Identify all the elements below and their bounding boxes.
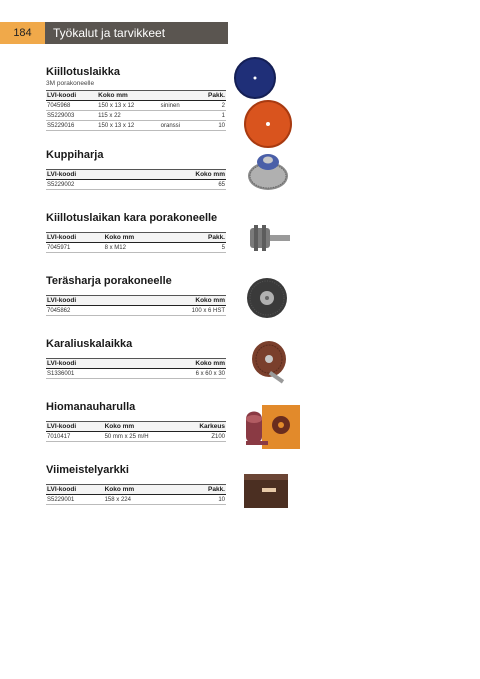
section-title: Hiomanauharulla bbox=[46, 401, 136, 413]
cell: 50 mm x 25 m/H bbox=[104, 432, 180, 442]
col-header: Pakk. bbox=[180, 233, 226, 243]
cell: S5229003 bbox=[46, 111, 97, 121]
section-kuppiharja bbox=[46, 149, 226, 190]
product-table bbox=[46, 295, 226, 316]
cell: 7045968 bbox=[46, 101, 97, 111]
sanding-roll-box-image bbox=[242, 401, 302, 453]
col-header: LVI-koodi bbox=[46, 422, 104, 432]
col-header: Koko mm bbox=[135, 359, 226, 369]
table-row bbox=[46, 121, 226, 131]
cell: 150 x 13 x 12 bbox=[97, 121, 160, 131]
cell: sininen bbox=[160, 101, 195, 111]
col-header: LVI-koodi bbox=[46, 485, 104, 495]
table-row bbox=[46, 101, 226, 111]
cell: 10 bbox=[195, 121, 226, 131]
orange-polishing-disc-image bbox=[243, 99, 293, 149]
page-header bbox=[0, 22, 228, 44]
section-title: Teräsharja porakoneelle bbox=[46, 275, 172, 287]
table-row bbox=[46, 180, 226, 190]
section-hiomanauharulla bbox=[46, 401, 226, 442]
product-table bbox=[46, 169, 226, 190]
col-header: LVI-koodi bbox=[46, 233, 104, 243]
section-title: Kiillotuslaikan kara porakoneelle bbox=[46, 212, 218, 224]
product-table bbox=[46, 232, 226, 253]
product-table bbox=[46, 90, 226, 131]
section-subtitle: 3M porakoneelle bbox=[46, 80, 95, 87]
col-header: Koko mm bbox=[104, 422, 180, 432]
cell: 150 x 13 x 12 bbox=[97, 101, 160, 111]
product-table bbox=[46, 421, 226, 442]
col-header: LVI-koodi bbox=[46, 91, 97, 101]
section-title: Kuppiharja bbox=[46, 149, 104, 161]
col-header: LVI-koodi bbox=[46, 296, 130, 306]
cell: 8 x M12 bbox=[104, 243, 180, 253]
section-title: Viimeistelyarkki bbox=[46, 464, 129, 476]
col-header: Koko mm bbox=[104, 233, 180, 243]
col-header: Koko mm bbox=[104, 485, 180, 495]
cell: 7045971 bbox=[46, 243, 104, 253]
col-header bbox=[160, 91, 195, 101]
cell: S5229016 bbox=[46, 121, 97, 131]
product-table bbox=[46, 358, 226, 379]
finishing-sheet-box-image bbox=[242, 470, 290, 510]
cell: 7010417 bbox=[46, 432, 104, 442]
cell: 2 bbox=[195, 101, 226, 111]
col-header: Koko mm bbox=[130, 296, 226, 306]
blue-polishing-disc-image bbox=[233, 56, 277, 100]
section-viimeistelyarkki bbox=[46, 464, 226, 505]
cell: S5229002 bbox=[46, 180, 135, 190]
wire-wheel-brush-image bbox=[245, 276, 289, 320]
cell: 158 x 224 bbox=[104, 495, 180, 505]
col-header: Koko mm bbox=[135, 170, 226, 180]
col-header: LVI-koodi bbox=[46, 170, 135, 180]
cell: 7045862 bbox=[46, 306, 130, 316]
cell: S1336001 bbox=[46, 369, 135, 379]
mandrel-image bbox=[244, 220, 292, 256]
cell bbox=[160, 111, 195, 121]
cell: 6 x 60 x 30 bbox=[135, 369, 226, 379]
col-header: Koko mm bbox=[97, 91, 160, 101]
cell: 115 x 22 bbox=[97, 111, 160, 121]
section-kiillotuslaikka bbox=[46, 66, 226, 131]
section-title: Kiillotuslaikka bbox=[46, 66, 120, 78]
section-title: Karaliuskalaikka bbox=[46, 338, 133, 350]
cell: 100 x 6 HST bbox=[130, 306, 226, 316]
cell: S5229001 bbox=[46, 495, 104, 505]
page-number: 184 bbox=[0, 22, 45, 44]
col-header: Karkeus bbox=[180, 422, 226, 432]
cell: Z100 bbox=[180, 432, 226, 442]
section-karaliuskalaikka bbox=[46, 338, 226, 379]
cell: 1 bbox=[195, 111, 226, 121]
table-row bbox=[46, 111, 226, 121]
col-header: Pakk. bbox=[195, 91, 226, 101]
col-header: Pakk. bbox=[180, 485, 226, 495]
flap-wheel-image bbox=[249, 337, 293, 389]
table-row bbox=[46, 243, 226, 253]
table-row bbox=[46, 432, 226, 442]
table-row bbox=[46, 306, 226, 316]
table-row bbox=[46, 495, 226, 505]
product-table bbox=[46, 484, 226, 505]
page-title: Työkalut ja tarvikkeet bbox=[45, 22, 228, 44]
table-row bbox=[46, 369, 226, 379]
cell: 10 bbox=[180, 495, 226, 505]
cell: oranssi bbox=[160, 121, 195, 131]
section-terasharja bbox=[46, 275, 226, 316]
cell: 65 bbox=[135, 180, 226, 190]
cup-brush-image bbox=[244, 146, 292, 194]
cell: 5 bbox=[180, 243, 226, 253]
col-header: LVI-koodi bbox=[46, 359, 135, 369]
section-kara bbox=[46, 212, 226, 253]
